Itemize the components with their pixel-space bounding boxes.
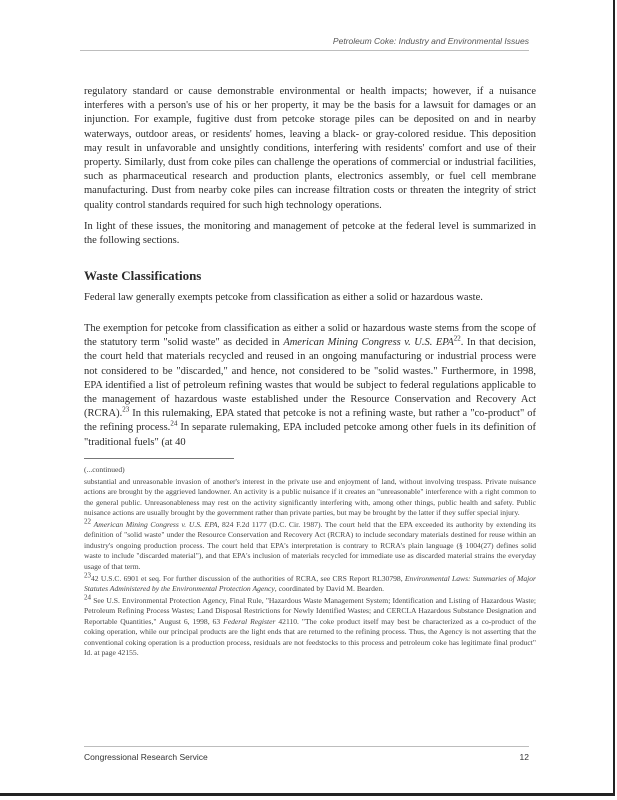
body-paragraph-exemption-summary: Federal law generally exempts petcoke from classification as either a solid or hazardous waste. xyxy=(84,292,483,303)
footnote-23-tail: , coordinated by David M. Bearden. xyxy=(274,583,385,593)
footnote-continued-text: substantial and unreasonable invasion of another's interest in the private use and enjoyment of land, without involving trespass. Private nuisance actions are brought by the aggrieved landowner. An activity is a public nuisance if it creates an "unreasonable" interference with a right common to the general public. Unreasonableness may rest on the activity significantly interfering with, among other things, public health and safety. Public nuisance actions are usually brought by the government rather than private parties, but may be brought by the latter if they suffer special injury. xyxy=(84,476,536,518)
p4-text-c: In this rulemaking, EPA stated that petcoke is not a refining waste, but rather a "co-product" of the refining process. xyxy=(84,408,536,434)
footnote-divider xyxy=(84,458,234,459)
body-paragraph-nuisance: regulatory standard or cause demonstrable environmental or health impacts; however, if a nuisance interferes with a person's use of his or her property, it may be the basis for a lawsuit for damages or an injunction. For example, fugitive dust from petcoke storage piles can be deposited on and in nearby waterways, outdoor areas, or residents' homes, leaving a black- or gray-colored residue. This deposition may result in unfavorable and unsightly conditions, interfering with residents' comfort and use of their property. Similarly, dust from coke piles can challenge the operations of commercial or industrial facilities, such as pharmaceutical research and production plants, electronics assembly, or fuel cell membrane manufacturing. Dust from nearby coke piles can increase filtration costs or threaten the integrity of strict quality control standards required for such high technology operations. xyxy=(84,86,536,211)
footnote-22-case: American Mining Congress v. U.S. EPA xyxy=(93,520,218,530)
footnote-24 xyxy=(84,593,537,658)
p4-text-d: In separate rulemaking, EPA included petcoke among other fuels in its definition of "traditional fuels" (at 40 xyxy=(84,422,536,448)
footnote-23-title: Environmental Laws: Summaries of Major Statutes Administered by the Environmental Protection Agency xyxy=(84,573,536,593)
p4-text-b: . In that decision, the court held that materials recycled and reused in an ongoing manufacturing or industrial process were not considered to be "discarded," and hence, not considered to be "solid wastes." Furthermore, in 1998, EPA identified a list of petroleum refining wastes that would be subject to federal regulations applicable to the management of hazardous waste established under the Resource Conservation and Recovery Act (RCRA). xyxy=(84,337,536,420)
case-citation: American Mining Congress v. U.S. EPA xyxy=(283,337,454,349)
footnote-23-text: 42 U.S.C. 6901 et seq. For further discussion of the authorities of RCRA, see CRS Report RL30798, xyxy=(91,573,405,583)
footnote-24-tail: 42110. "The coke product itself may best be characterized as a co-product of the coking operation, while our principal products are the light ends that are returned to the refining process. Thus, the Agency is not asserting that the conventional coking operation is a production process, residuals are not feedstocks to this process and petroleum coke has legitimate final product" Id. at page 42155. xyxy=(84,616,537,657)
section-heading: Waste Classifications xyxy=(84,268,202,283)
body-paragraph-summary: In light of these issues, the monitoring and management of petcoke at the federal level is summarized in the following sections. xyxy=(84,221,536,247)
footnote-24-number: 24 xyxy=(84,593,91,602)
footnote-ref-22[interactable]: 22 xyxy=(453,334,461,343)
running-header: Petroleum Coke: Industry and Environmental Issues xyxy=(80,36,529,51)
footnote-ref-24[interactable]: 24 xyxy=(170,419,178,428)
footnotes xyxy=(84,465,536,660)
body-paragraph-exemption-detail xyxy=(84,322,536,450)
page-footer xyxy=(84,746,529,762)
page-number: 12 xyxy=(519,752,529,762)
footnote-24-journal: Federal Register xyxy=(223,616,276,626)
p4-text-a: The exemption for petcoke from classification as either a solid or hazardous waste stems from the scope of the statutory term "solid waste" as decided in xyxy=(84,323,536,349)
footnote-22-number: 22 xyxy=(84,517,91,526)
publisher-name: Congressional Research Service xyxy=(84,752,208,762)
footnote-22 xyxy=(84,517,536,572)
footnote-ref-23[interactable]: 23 xyxy=(122,405,130,414)
footnote-22-text: , 824 F.2d 1177 (D.C. Cir. 1987). The court held that the EPA exceeded its authority by extending its definition of "solid waste" under the Resource Conservation and Recovery Act (RCRA) to include secondary materials destined for reuse within an industry's ongoing production process. The court held that EPA's interpretation is contrary to RCRA's plain language (§ 1004(27) defines solid waste to include "discarded material"), and that EPA's inclusion of materials recycled for immediate use as discarded material strains the everyday usage of that term. xyxy=(84,520,536,571)
footnote-23-number: 23 xyxy=(84,571,91,580)
footnote-23 xyxy=(84,571,536,595)
footnote-24-text: See U.S. Environmental Protection Agency, Final Rule, "Hazardous Waste Management System; Identification and Listing of Hazardous Waste; Petroleum Refining Process Wastes; Land Disposal Restrictions for Newly Identified Wastes; and CERCLA Hazardous Substance Designation and Reportable Quantities," August 6, 1998, 63 xyxy=(84,595,536,626)
footnote-continued-label: (...continued) xyxy=(84,465,125,474)
